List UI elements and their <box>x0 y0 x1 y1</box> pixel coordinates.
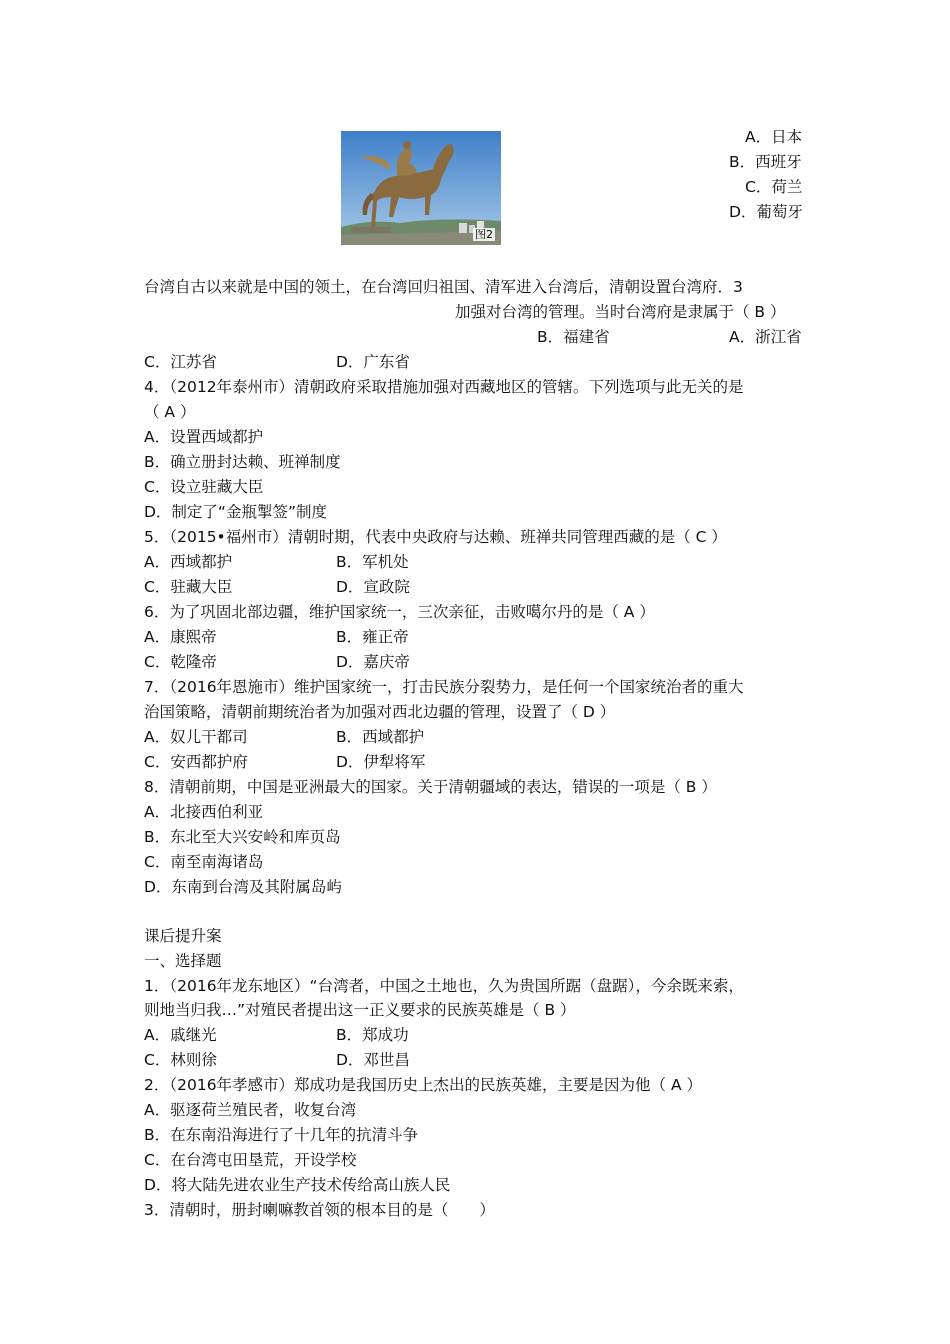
practice-1-stem: 1．（2016年龙东地区）“台湾者，中国之土地也，久为贵国所踞（盘踞），今余既来索， <box>144 977 744 995</box>
practice-2-stem: 2．（2016年孝感市）郑成功是我国历史上杰出的民族英雄，主要是因为他（ A ） <box>144 1076 703 1094</box>
question-6-stem: 6．为了巩固北部边疆，维护国家统一，三次亲征，击败噶尔丹的是（ A ） <box>144 603 655 621</box>
option-a: A．驱逐荷兰殖民者，收复台湾 <box>144 1101 357 1119</box>
option-c: C．安西都护府 <box>144 753 248 771</box>
option-c: C．荷兰 <box>745 178 803 196</box>
option-c: C．江苏省 <box>144 353 217 371</box>
practice-1-stem-cont: 则地当归我…”对殖民者提出这一正义要求的民族英雄是（ B ） <box>144 1001 576 1019</box>
option-c: C．驻藏大臣 <box>144 578 233 596</box>
figure-label: 图2 <box>475 228 493 241</box>
option-a: A．康熙帝 <box>144 628 217 646</box>
option-a: A．日本 <box>745 128 803 146</box>
statue-figure <box>341 131 501 245</box>
option-a: A．奴儿干都司 <box>144 728 248 746</box>
option-c: C．林则徐 <box>144 1051 217 1069</box>
option-d: D．广东省 <box>336 353 410 371</box>
option-b: B．西班牙 <box>729 153 802 171</box>
option-c: C．南至南海诸岛 <box>144 853 264 871</box>
option-d: D．嘉庆帝 <box>336 653 410 671</box>
question-5-stem: 5．（2015•福州市）清朝时期，代表中央政府与达赖、班禅共同管理西藏的是（ C ） <box>144 528 727 546</box>
option-d: D．东南到台湾及其附属岛屿 <box>144 878 342 896</box>
section-title: 课后提升案 <box>144 927 222 945</box>
option-b: B．确立册封达赖、班禅制度 <box>144 453 341 471</box>
option-a: A．戚继光 <box>144 1026 217 1044</box>
option-c: C．乾隆帝 <box>144 653 217 671</box>
question-4-answer: （ A ） <box>144 403 196 421</box>
option-b: B．福建省 <box>537 328 610 346</box>
option-d: D．宣政院 <box>336 578 410 596</box>
option-c: C．在台湾屯田垦荒，开设学校 <box>144 1151 357 1169</box>
section-subtitle: 一、选择题 <box>144 952 222 970</box>
option-b: B．雍正帝 <box>336 628 409 646</box>
option-b: B．东北至大兴安岭和库页岛 <box>144 828 341 846</box>
question-text: 台湾自古以来就是中国的领土，在台湾回归祖国、清军进入台湾后，清朝设置台湾府．3 <box>144 278 743 296</box>
option-b: B．郑成功 <box>336 1026 409 1044</box>
option-d: D．葡萄牙 <box>729 203 803 221</box>
option-a: A．设置西域都护 <box>144 428 264 446</box>
option-d: D．将大陆先进农业生产技术传给高山族人民 <box>144 1176 451 1194</box>
question-8-stem: 8．清朝前期，中国是亚洲最大的国家。关于清朝疆域的表达，错误的一项是（ B ） <box>144 778 717 796</box>
question-4-stem: 4．（2012年泰州市）清朝政府采取措施加强对西藏地区的管辖。下列选项与此无关的是 <box>144 378 744 396</box>
question-7-stem-cont: 治国策略，清朝前期统治者为加强对西北边疆的管理，设置了（ D ） <box>144 703 616 721</box>
option-d: D．邓世昌 <box>336 1051 410 1069</box>
option-b: B．西域都护 <box>336 728 425 746</box>
option-b: B．军机处 <box>336 553 409 571</box>
option-d: D．伊犁将军 <box>336 753 426 771</box>
option-a: A．北接西伯利亚 <box>144 803 264 821</box>
option-a: A．西域都护 <box>144 553 233 571</box>
option-c: C．设立驻藏大臣 <box>144 478 264 496</box>
option-a: A．浙江省 <box>729 328 802 346</box>
option-d: D．制定了“金瓶掣签”制度 <box>144 503 327 521</box>
question-text: 加强对台湾的管理。当时台湾府是隶属于（ B ） <box>455 303 786 321</box>
option-b: B．在东南沿海进行了十几年的抗清斗争 <box>144 1126 419 1144</box>
practice-3-stem: 3．清朝时，册封喇嘛教首领的根本目的是（ ） <box>144 1201 495 1219</box>
question-7-stem: 7．（2016年恩施市）维护国家统一，打击民族分裂势力，是任何一个国家统治者的重大 <box>144 678 744 696</box>
